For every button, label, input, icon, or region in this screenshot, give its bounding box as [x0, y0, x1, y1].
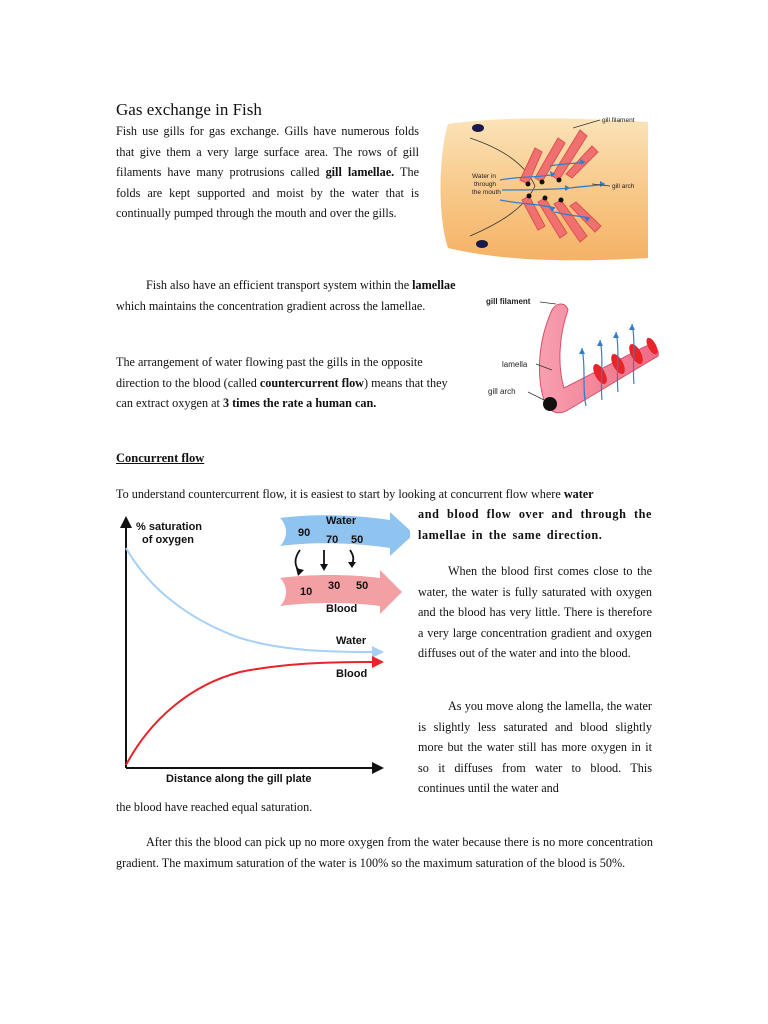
- label-gill-filament-head: gill filament: [602, 117, 635, 124]
- blood-curve-label: Blood: [336, 668, 368, 680]
- fish-eye-top: [472, 124, 484, 132]
- transport-text-1: Fish also have an efficient transport system within the: [146, 278, 413, 292]
- transport-text-2: which maintains the concentration gradient across the lamellae.: [116, 298, 426, 313]
- page-title: Gas exchange in Fish: [116, 100, 262, 119]
- blood-arrow-label: Blood: [326, 603, 358, 615]
- concurrent-bold-continuation: [418, 504, 652, 545]
- water-curve-label: Water: [336, 635, 367, 647]
- concurrent-flow-graph: [110, 510, 410, 790]
- intro-bold-gill-lamellae: gill lamellae.: [325, 165, 395, 179]
- concurrent-intro-line: [116, 484, 656, 505]
- label-water-in-3: the mouth: [472, 189, 501, 196]
- fish-eye-bottom: [476, 240, 488, 248]
- lamella-move-continuation: the blood have reached equal saturation.: [116, 800, 313, 814]
- x-axis-label: Distance along the gill plate: [166, 773, 312, 785]
- y-axis-label-2: of oxygen: [142, 534, 194, 546]
- water-value-1: 90: [298, 527, 311, 539]
- lamella-move-paragraph: [418, 696, 652, 799]
- section-heading-concurrent-flow: Concurrent flow: [116, 451, 205, 465]
- label-lamella: lamella: [502, 360, 528, 369]
- concurrent-intro-bold-water: water: [563, 487, 594, 501]
- max-saturation-paragraph: [116, 832, 653, 873]
- gill-arch-dot: [543, 397, 557, 411]
- blood-value-1: 10: [300, 586, 313, 598]
- label-gill-arch-head: gill arch: [612, 183, 635, 190]
- label-gill-arch: gill arch: [488, 387, 516, 396]
- water-value-2: 70: [326, 534, 339, 546]
- countercurrent-text-2: ) means that they can extract oxygen at: [116, 375, 448, 410]
- water-value-3: 50: [351, 534, 364, 546]
- lamella-move-text: As you move along the lamella, the water is slightly less saturated and blood slightly more but the water still has more oxygen in it so it diffuses from water to blood. This continues until the water and: [418, 699, 652, 795]
- transport-bold-lamellae: lamellae: [412, 278, 456, 292]
- label-gill-filament: gill filament: [486, 297, 531, 306]
- concurrent-bold-text: and blood flow over and through the lamellae in the same direction.: [418, 507, 652, 542]
- blood-value-2: 30: [328, 580, 341, 592]
- countercurrent-text-1: The arrangement of water flowing past the gills in the opposite direction to the blood (called: [116, 355, 423, 390]
- y-axis-label-1: % saturation: [136, 521, 203, 533]
- intro-text-1: Fish use gills for gas exchange. Gills have numerous folds that give them a very large surface area. The rows of gill filaments have many protrusions called: [116, 124, 419, 179]
- water-arrow-label: Water: [326, 515, 357, 527]
- blood-close-text: When the blood first comes close to the water, the water is fully saturated with oxygen and the blood has very little. There is therefore a very large concentration gradient and oxygen diffuses out of the water and into the blood.: [418, 564, 652, 660]
- label-water-in-1: Water in: [472, 173, 496, 180]
- concurrent-intro-text: To understand countercurrent flow, it is easiest to start by looking at concurrent flow where: [116, 487, 564, 501]
- blood-close-paragraph: [418, 561, 652, 664]
- countercurrent-paragraph: [116, 352, 456, 414]
- gill-filament-diagram: [482, 288, 672, 423]
- countercurrent-bold-rate: 3 times the rate a human can.: [222, 396, 377, 410]
- label-water-in-2: through: [474, 181, 497, 188]
- fish-head-diagram: [430, 108, 648, 263]
- intro-paragraph: [116, 121, 419, 224]
- countercurrent-bold-flow: countercurrent flow: [259, 375, 364, 390]
- transport-paragraph: [116, 275, 456, 316]
- max-saturation-text: After this the blood can pick up no more oxygen from the water because there is no more concentration gradient. The maximum saturation of the water is 100% so the maximum saturation of the blood is 50%.: [116, 835, 653, 870]
- intro-text-2: The folds are kept supported and moist by the water that is continually pumped through the mouth and over the gills.: [116, 165, 419, 220]
- blood-value-3: 50: [356, 580, 369, 592]
